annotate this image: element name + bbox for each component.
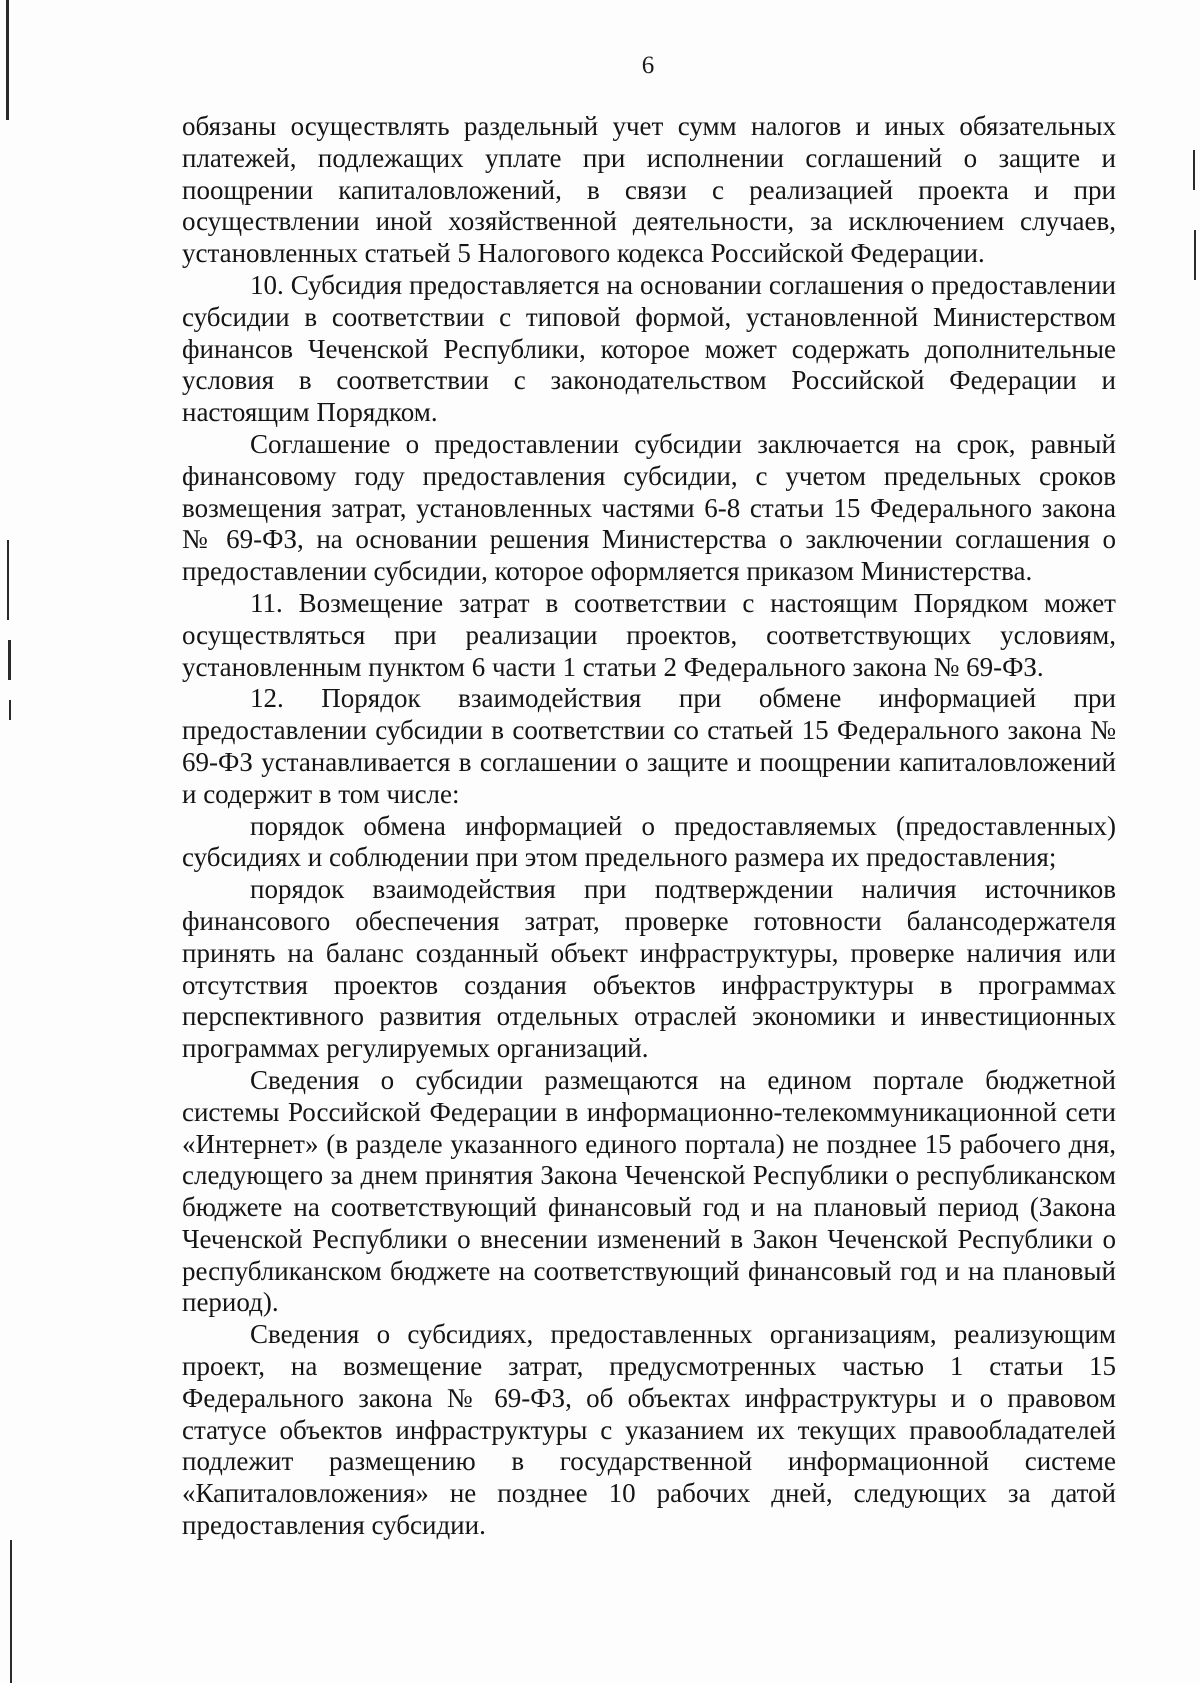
paragraph: 12. Порядок взаимодействия при обмене информацией при предоставлении субсидии в соответствии со статьей 15 Федерального закона № 69-ФЗ устанавливается в соглашении о защите и поощрении капиталовложений и содержит в том числе: <box>182 683 1116 809</box>
paragraph: 11. Возмещение затрат в соответствии с настоящим Порядком может осуществляться при реализации проектов, соответствующих условиям, установленным пунктом 6 части 1 статьи 2 Федерального закона № 69-ФЗ. <box>182 587 1116 682</box>
scan-edge-mark <box>9 700 11 720</box>
paragraph: Соглашение о предоставлении субсидии заключается на срок, равный финансовому году предоставления субсидии, с учетом предельных сроков возмещения затрат, установленных частями 6-8 статьи 15 Федерального закона № 69-ФЗ, на основании решения Министерства о заключении соглашения о предоставлении субсидии, которое оформляется приказом Министерства. <box>182 428 1116 587</box>
paragraph: обязаны осуществлять раздельный учет сумм налогов и иных обязательных платежей, подлежащих уплате при исполнении соглашений о защите и поощрении капиталовложений, в связи с реализацией проекта и при осуществлении иной хозяйственной деятельности, за исключением случаев, установленных статьей 5 Налогового кодекса Российской Федерации. <box>182 111 1116 269</box>
scan-edge-mark <box>7 540 9 620</box>
scan-edge-mark <box>10 1540 12 1683</box>
scan-edge-mark <box>8 640 11 680</box>
scan-edge-mark <box>1194 230 1196 280</box>
paragraph: 10. Субсидия предоставляется на основании соглашения о предоставлении субсидии в соответствии с типовой формой, установленной Министерством финансов Чеченской Республики, которое может содержать дополнительные условия в соответствии с законодательством Российской Федерации и настоящим Порядком. <box>182 269 1116 428</box>
paragraph: Сведения о субсидии размещаются на едином портале бюджетной системы Российской Федерации в информационно-телекоммуникационной сети «Интернет» (в разделе указанного единого портала) не позднее 15 рабочего дня, следующего за днем принятия Закона Чеченской Республики о республиканском бюджете на соответствующий финансовый год и на плановый период (Закона Чеченской Республики о внесении изменений в Закон Чеченской Республики о республиканском бюджете на соответствующий финансовый год и на плановый период). <box>182 1064 1116 1318</box>
paragraph: порядок обмена информацией о предоставляемых (предоставленных) субсидиях и соблюдении при этом предельного размера их предоставления; <box>182 810 1116 873</box>
paragraph: Сведения о субсидиях, предоставленных организациям, реализующим проект, на возмещение затрат, предусмотренных частью 1 статьи 15 Федерального закона № 69-ФЗ, об объектах инфраструктуры и о правовом статусе объектов инфраструктуры с указанием их текущих правообладателей подлежит размещению в государственной информационной системе «Капиталовложения» не позднее 10 рабочих дней, следующих за датой предоставления субсидии. <box>182 1319 1116 1541</box>
page-number: 6 <box>641 52 655 79</box>
scan-edge-mark <box>1193 150 1195 190</box>
paragraph: порядок взаимодействия при подтверждении наличия источников финансового обеспечения затрат, проверке готовности балансодержателя принять на баланс созданный объект инфраструктуры, проверке наличия или отсутствия проектов создания объектов инфраструктуры в программах перспективного развития отдельных отраслей экономики и инвестиционных программах регулируемых организаций. <box>182 874 1116 1064</box>
document-body <box>182 111 1116 1542</box>
